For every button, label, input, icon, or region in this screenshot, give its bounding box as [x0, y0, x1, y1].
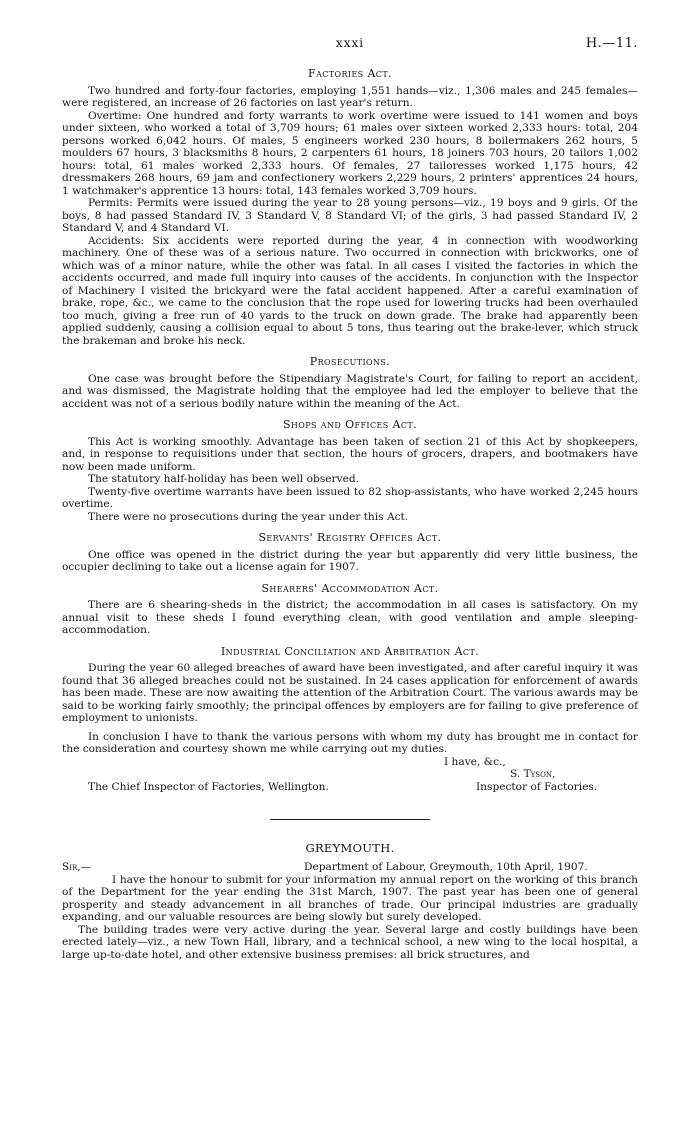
paragraph: In conclusion I have to thank the various persons with whom my duty has brought me in contact for the consideration and courtesy shown me while carrying out my duties. — [62, 730, 638, 755]
salutation: Sir,— — [62, 860, 92, 873]
signatory-title: Inspector of Factories. — [476, 780, 598, 793]
paragraph: Overtime: One hundred and forty warrants to work overtime were issued to 141 women and boys under sixteen, who worked a total of 3,709 hours; 61 males over sixteen worked 2,333 hours: total, 204 persons worked 6,042 hours. Of males, 5 engineers worked 230 hours, 8 boilermakers 262 hours, 5 moulders 67 hours, 3 blacksmiths 8 hours, 2 carpenters 61 hours, 18 joiners 703 hours, 20 tailors 1,002 hours: total, 61 males worked 2,333 hours. Of females, 27 tailoresses worked 1,175 hours, 42 dressmakers 268 hours, 69 jam and confectionery workers 2,229 hours, 2 printers' apprentices 24 hours, 1 watchmaker's apprentice 13 hours: total, 143 females worked 3,709 hours. — [62, 109, 638, 197]
dateline: Department of Labour, Greymouth, 10th April, 1907. — [304, 860, 588, 873]
document-reference: H.—11. — [585, 36, 638, 51]
section-heading: Shearers' Accommodation Act. — [261, 581, 439, 595]
section-heading: Servants' Registry Offices Act. — [258, 531, 442, 544]
section-heading: Industrial Conciliation and Arbitration Act. — [220, 644, 480, 658]
section-divider — [270, 819, 430, 820]
page-header — [62, 36, 638, 54]
section-shearers-accommodation-act — [62, 583, 638, 637]
addressee: The Chief Inspector of Factories, Wellington. — [88, 780, 329, 793]
section-prosecutions — [62, 356, 638, 410]
paragraph: This Act is working smoothly. Advantage has been taken of section 21 of this Act by shopkeepers, and, in response to requisitions under that section, the hours of grocers, drapers, and bootmakers have now been made uniform. — [62, 435, 638, 473]
paragraph: One office was opened in the district during the year but apparently did very little business, the occupier declining to take out a license again for 1907. — [62, 548, 638, 573]
section-heading: GREYMOUTH. — [305, 841, 395, 855]
section-heading: Shops and Offices Act. — [282, 418, 418, 431]
paragraph: During the year 60 alleged breaches of award have been investigated, and after careful inquiry it was found that 36 alleged breaches could not be sustained. In 24 cases application for enforcement of awards has been made. These are now awaiting the attention of the Arbitration Court. The various awards may be said to be working fairly smoothly; the principal offences by employers are for failing to give preference of employment to unionists. — [62, 662, 638, 724]
section-greymouth — [62, 842, 638, 961]
paragraph: I have the honour to submit for your information my annual report on the working of this branch of the Department for the year ending the 31st March, 1907. The past year has been one of general prosperity and steady advancement in all branches of trade. Our principal industries are gradually expanding, and our valuable resources are being slowly but surely developed. — [62, 873, 638, 923]
paragraph: The statutory half-holiday has been well observed. — [88, 473, 360, 485]
paragraph: The building trades were very active during the year. Several large and costly buildings have been erected lately—viz., a new Town Hall, library, and a technical school, a new wing to the local hospital, a large up-to-date hotel, and other extensive business premises: all brick structures, and — [62, 923, 638, 961]
section-heading: Prosecutions. — [309, 355, 391, 368]
paragraph: Twenty-five overtime warrants have been issued to 82 shop-assistants, who have worked 2,245 hours overtime. — [62, 485, 638, 510]
section-shops-and-offices-act — [62, 419, 638, 523]
page-number: xxxi — [335, 36, 365, 50]
paragraph: Accidents: Six accidents were reported during the year, 4 in connection with woodworking machinery. One of these was of a serious nature. Two occurred in connection with brickworks, one of which was of a minor nature, while the other was fatal. In all cases I visited the factories in which the accidents occurred, and made full inquiry into causes of the accidents. In conjunction with the Inspector of Machinery I visited the brickyard were the fatal accident happened. After a careful examination of brake, rope, &c., we came to the conclusion that the rope used for lowering trucks had been overhauled too much, giving a free run of 40 yards to the truck on down grade. The brake had apparently been applied suddenly, causing a collision equal to about 5 tons, thus tearing out the brake-lever, which struck the brakeman and broke his neck. — [62, 234, 638, 347]
closing-line: I have, &c., — [444, 755, 506, 768]
paragraph: Permits: Permits were issued during the year to 28 young persons—viz., 19 boys and 9 girls. Of the boys, 8 had passed Standard IV, 3 Standard V, 8 Standard VI; of the girls, 3 had passed Standard IV, 2 Standard V, and 4 Standard VI. — [62, 197, 638, 234]
section-industrial-conciliation-act — [62, 646, 638, 756]
signature-block — [62, 756, 638, 794]
section-factories-act — [62, 68, 638, 347]
paragraph: There were no prosecutions during the year under this Act. — [88, 510, 409, 523]
paragraph: There are 6 shearing-sheds in the district; the accommodation in all cases is satisfactory. On my annual visit to these sheds I found everything clean, with good ventilation and ample sleeping-accommodation. — [62, 599, 638, 636]
paragraph: One case was brought before the Stipendiary Magistrate's Court, for failing to report an accident, and was dismissed, the Magistrate holding that the employee had led the employer to believe that the accident was not of a serious bodily nature within the meaning of the Act. — [62, 372, 638, 410]
signatory-name: S. Tyson, — [510, 768, 556, 780]
paragraph: Two hundred and forty-four factories, employing 1,551 hands—viz., 1,306 males and 245 females—were registered, an increase of 26 factories on last year's return. — [62, 84, 638, 109]
section-heading: Factories Act. — [308, 67, 392, 80]
report-body — [62, 68, 638, 961]
section-servants-registry-offices-act — [62, 532, 638, 574]
